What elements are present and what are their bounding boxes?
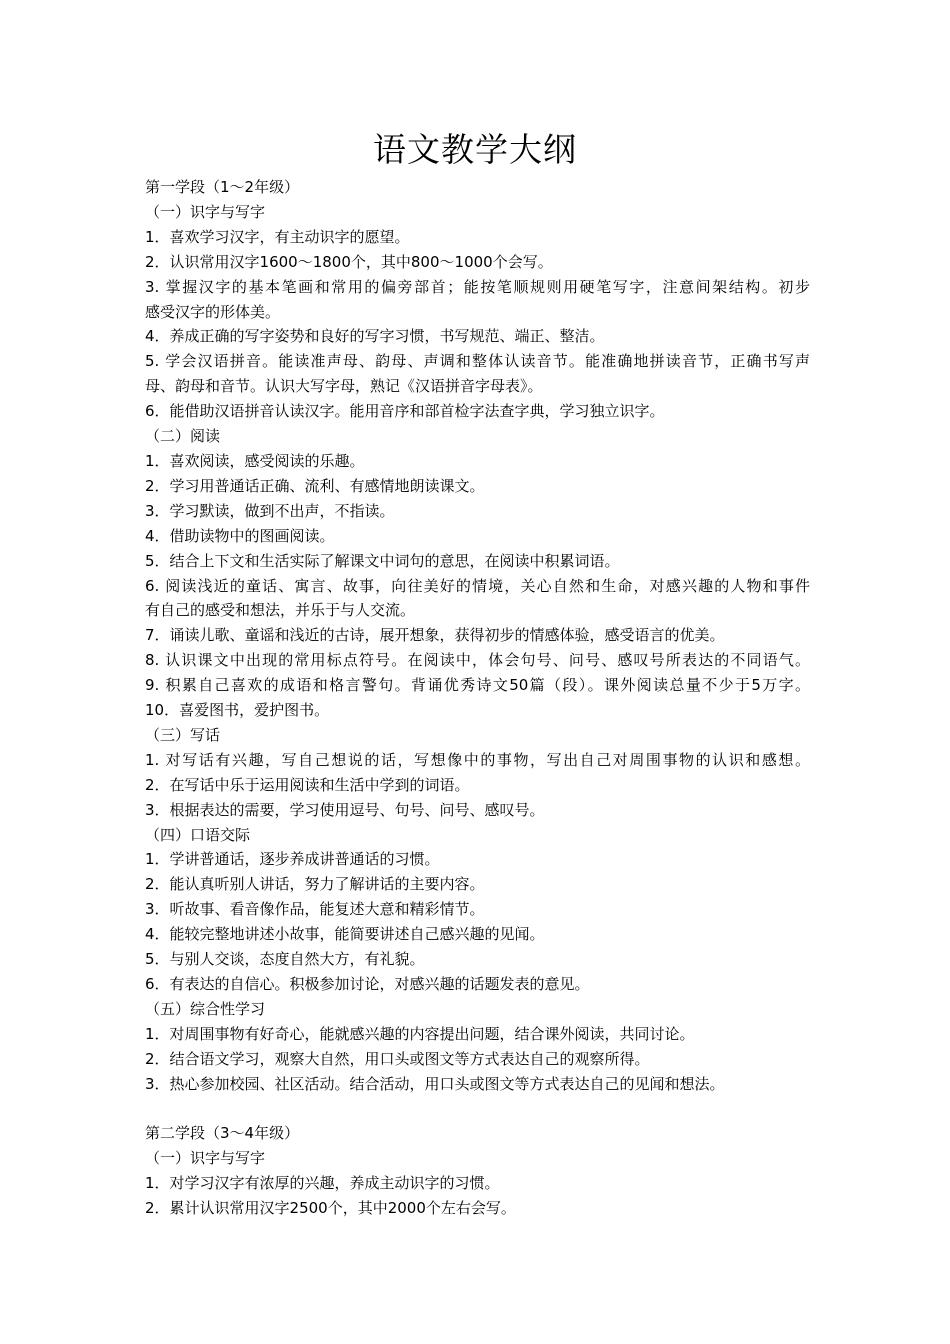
document-title: 语文教学大纲 — [373, 130, 577, 169]
list-item: 1. 对写话有兴趣，写自己想说的话，写想像中的事物，写出自己对周围事物的认识和感想。 — [145, 750, 810, 769]
list-item: 7．诵读儿歌、童谣和浅近的古诗，展开想象，获得初步的情感体验，感受语言的优美。 — [145, 626, 725, 645]
list-item-continuation: 有自己的感受和想法，并乐于与人交流。 — [145, 601, 416, 620]
list-item: 5. 学会汉语拼音。能读准声母、韵母、声调和整体认读音节。能准确地拼读音节，正确书写声 — [145, 352, 810, 371]
list-item: 1．对周围事物有好奇心，能就感兴趣的内容提出问题，结合课外阅读，共同讨论。 — [145, 1024, 695, 1043]
blank-line — [145, 1097, 810, 1122]
list-item: 1．喜欢阅读，感受阅读的乐趣。 — [145, 451, 365, 470]
list-item: 8. 认识课文中出现的常用标点符号。在阅读中，体会句号、问号、感叹号所表达的不同语气。 — [145, 651, 810, 670]
list-item: 6．能借助汉语拼音认读汉字。能用音序和部首检字法查字典，学习独立识字。 — [145, 402, 665, 421]
list-item-continuation: 感受汉字的形体美。 — [145, 302, 281, 321]
list-item: 3．根据表达的需要，学习使用逗号、句号、问号、感叹号。 — [145, 800, 545, 819]
list-item: 3．听故事、看音像作品，能复述大意和精彩情节。 — [145, 900, 485, 919]
list-item: 2．在写话中乐于运用阅读和生活中学到的词语。 — [145, 775, 470, 794]
list-item: 5．结合上下文和生活实际了解课文中词句的意思，在阅读中积累词语。 — [145, 551, 620, 570]
list-item: 10．喜爱图书，爱护图书。 — [145, 701, 330, 720]
section-heading: （三）写话 — [145, 725, 221, 744]
list-item: 1．喜欢学习汉字，有主动识字的愿望。 — [145, 227, 410, 246]
list-item: 6. 阅读浅近的童话、寓言、故事，向往美好的情境，关心自然和生命，对感兴趣的人物和事件 — [145, 576, 810, 595]
document-body — [145, 175, 810, 1221]
list-item: 3. 掌握汉字的基本笔画和常用的偏旁部首；能按笔顺规则用硬笔写字，注意间架结构。初步 — [145, 277, 810, 296]
section-heading: （一）识字与写字 — [145, 202, 266, 221]
list-item: 5．与别人交谈，态度自然大方，有礼貌。 — [145, 950, 425, 969]
stage-heading: 第二学段（3～4年级） — [145, 1124, 300, 1143]
section-heading: （五）综合性学习 — [145, 999, 266, 1018]
list-item: 2．学习用普通话正确、流利、有感情地朗读课文。 — [145, 476, 485, 495]
section-heading: （二）阅读 — [145, 427, 221, 446]
list-item: 1．学讲普通话，逐步养成讲普通话的习惯。 — [145, 850, 440, 869]
list-item: 9. 积累自己喜欢的成语和格言警句。背诵优秀诗文50篇（段）。课外阅读总量不少于5万字。 — [145, 676, 810, 695]
list-item-continuation: 母、韵母和音节。认识大写字母，熟记《汉语拼音字母表》。 — [145, 377, 543, 396]
list-item: 4．借助读物中的图画阅读。 — [145, 526, 335, 545]
list-item: 2．累计认识常用汉字2500个，其中2000个左右会写。 — [145, 1199, 516, 1218]
list-item: 2．能认真听别人讲话，努力了解讲话的主要内容。 — [145, 875, 485, 894]
section-heading: （四）口语交际 — [145, 825, 251, 844]
list-item: 3．学习默读，做到不出声，不指读。 — [145, 501, 395, 520]
list-item: 3．热心参加校园、社区活动。结合活动，用口头或图文等方式表达自己的见闻和想法。 — [145, 1074, 725, 1093]
stage-heading: 第一学段（1～2年级） — [145, 178, 300, 196]
list-item: 6．有表达的自信心。积极参加讨论，对感兴趣的话题发表的意见。 — [145, 975, 590, 993]
list-item: 2．结合语文学习，观察大自然，用口头或图文等方式表达自己的观察所得。 — [145, 1049, 650, 1068]
list-item: 1．对学习汉字有浓厚的兴趣，养成主动识字的习惯。 — [145, 1174, 500, 1193]
section-heading: （一）识字与写字 — [145, 1149, 266, 1168]
list-item: 2．认识常用汉字1600～1800个，其中800～1000个会写。 — [145, 252, 553, 271]
list-item: 4．能较完整地讲述小故事，能简要讲述自己感兴趣的见闻。 — [145, 925, 545, 944]
list-item: 4．养成正确的写字姿势和良好的写字习惯，书写规范、端正、整洁。 — [145, 327, 605, 346]
